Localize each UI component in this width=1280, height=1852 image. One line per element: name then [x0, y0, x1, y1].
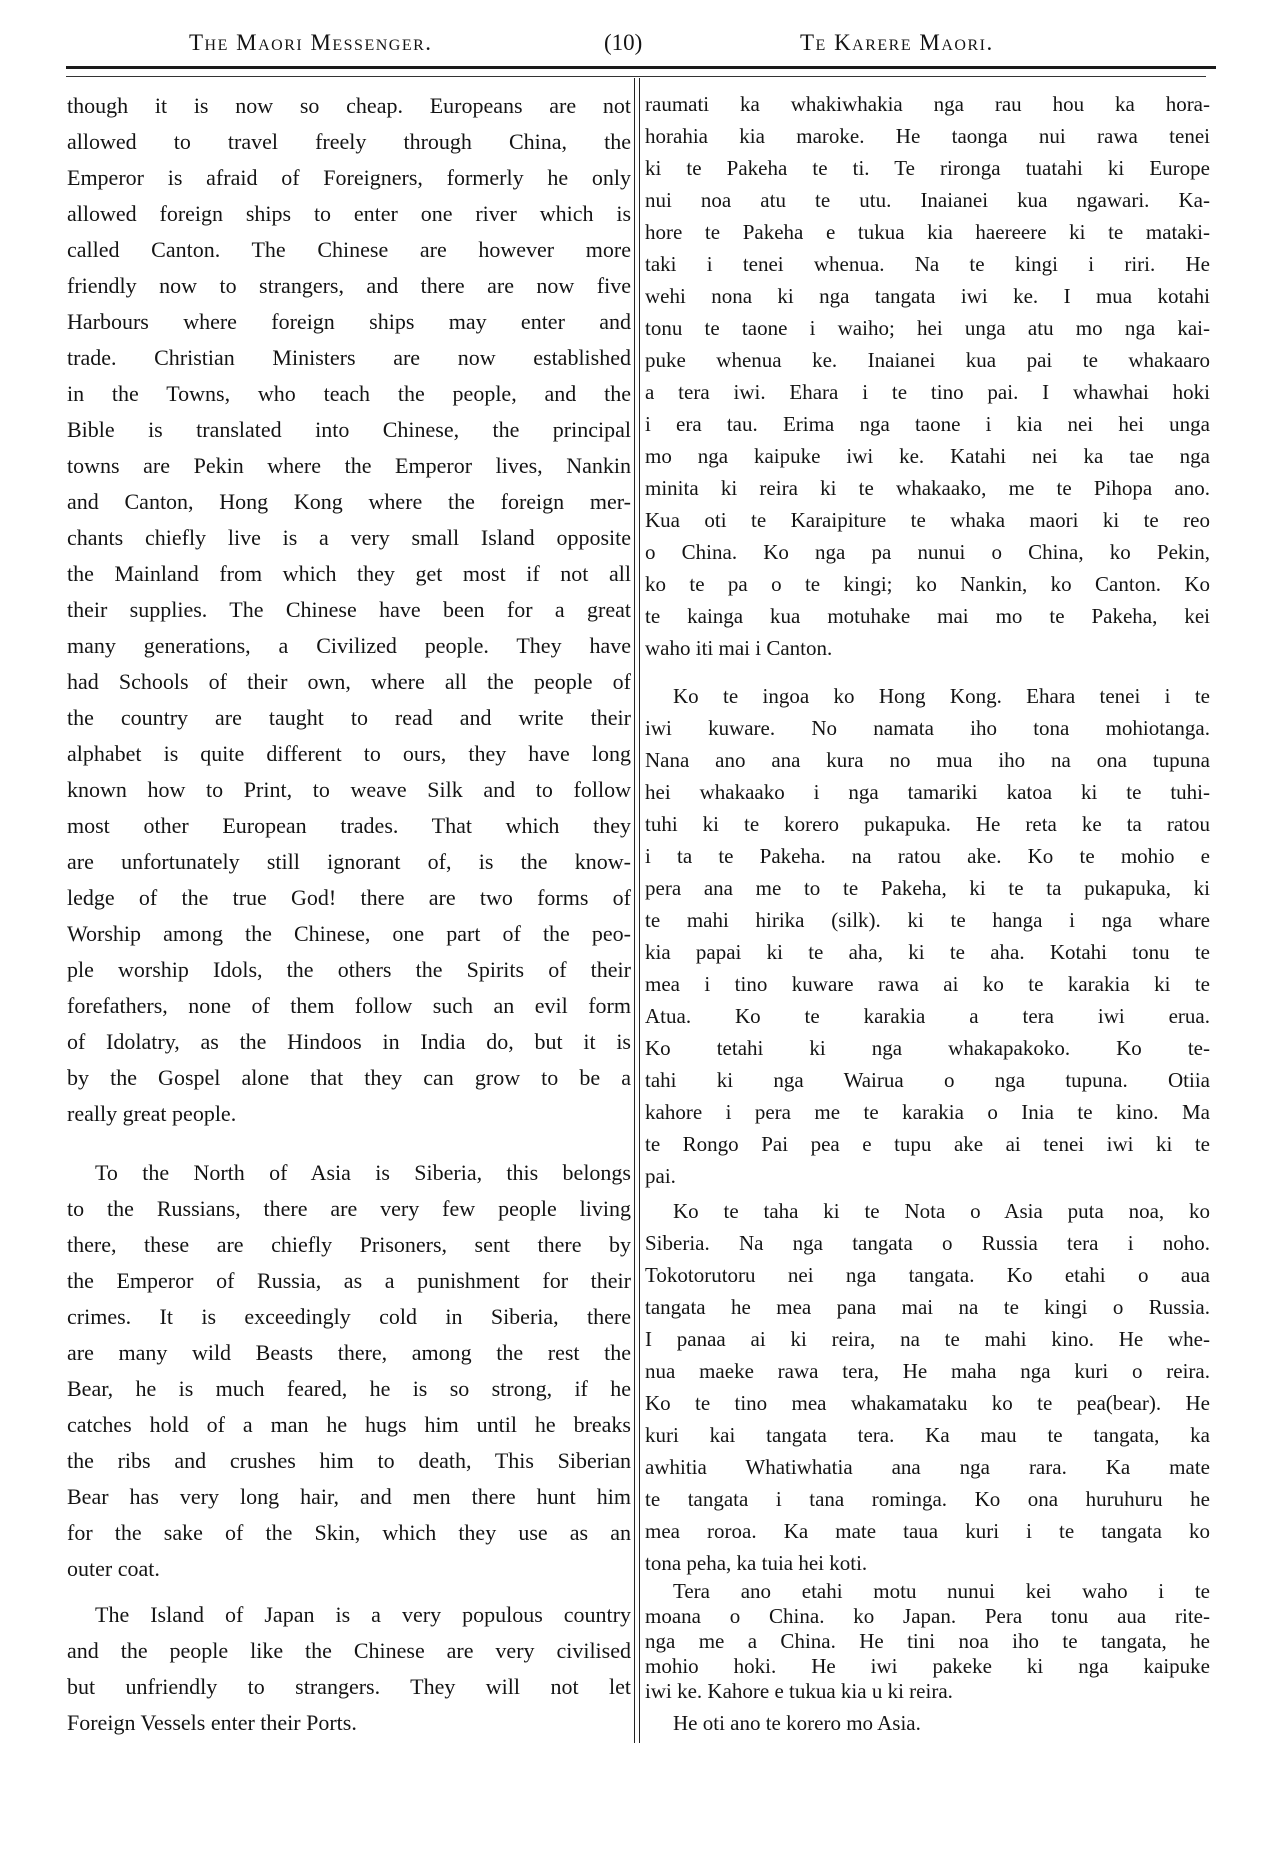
masthead-english-title: The Maori Messenger. — [189, 30, 433, 55]
text-line: in the Towns, who teach the people, and the — [67, 381, 631, 406]
text-line: o China. Ko nga pa nunui o China, ko Pekin, — [645, 540, 1210, 564]
text-line: Foreign Vessels enter their Ports. — [67, 1710, 357, 1735]
text-line: iwi kuware. No namata iho tona mohiotanga. — [645, 716, 1210, 740]
text-line: I panaa ai ki reira, na te mahi kino. He whe- — [645, 1327, 1210, 1351]
text-line: ledge of the true God! there are two forms of — [67, 885, 631, 910]
paragraph — [645, 88, 1210, 664]
text-line: forefathers, none of them follow such an evil form — [67, 993, 631, 1018]
column-divider — [639, 78, 640, 1743]
text-line: most other European trades. That which they — [67, 813, 631, 838]
text-line: pai. — [645, 1164, 676, 1188]
column-divider — [634, 78, 635, 1743]
text-line: had Schools of their own, where all the people of — [67, 669, 631, 694]
paragraph — [645, 1707, 1210, 1739]
text-line: Ko te taha ki te Nota o Asia puta noa, ko — [673, 1199, 1210, 1223]
text-line: kia papai ki te aha, ki te aha. Kotahi tonu te — [645, 940, 1210, 964]
text-line: kuri kai tangata tera. Ka mau te tangata, ka — [645, 1423, 1210, 1447]
text-line: Bear has very long hair, and men there hunt him — [67, 1484, 631, 1509]
text-line: to the Russians, there are very few people living — [67, 1196, 631, 1221]
text-line: tahi ki nga Wairua o nga tupuna. Otiia — [645, 1068, 1210, 1092]
text-line: are unfortunately still ignorant of, is the know- — [67, 849, 631, 874]
text-line: hei whakaako i nga tamariki katoa ki te tuhi- — [645, 780, 1210, 804]
text-line: Atua. Ko te karakia a tera iwi erua. — [645, 1004, 1210, 1028]
paragraph — [645, 1195, 1210, 1579]
text-line: nua maeke rawa tera, He maha nga kuri o reira. — [645, 1359, 1210, 1383]
text-line: mohio hoki. He iwi pakeke ki nga kaipuke — [645, 1654, 1210, 1678]
text-line: friendly now to strangers, and there are now five — [67, 273, 631, 298]
text-line: by the Gospel alone that they can grow to be a — [67, 1065, 631, 1090]
text-line: te tangata i tana rominga. Ko ona huruhuru he — [645, 1487, 1210, 1511]
text-line: te kainga kua motuhake mai mo te Pakeha, kei — [645, 604, 1210, 628]
text-line: many generations, a Civilized people. They have — [67, 633, 631, 658]
paragraph — [645, 1579, 1210, 1704]
text-line: Emperor is afraid of Foreigners, formerly he only — [67, 165, 631, 190]
text-line: hore te Pakeha e tukua kia haereere ki te mataki- — [645, 220, 1210, 244]
text-line: ple worship Idols, the others the Spirits of their — [67, 957, 631, 982]
text-line: pera ana me to te Pakeha, ki te ta pukapuka, ki — [645, 876, 1210, 900]
text-line: chants chiefly live is a very small Island opposite — [67, 525, 631, 550]
text-line: awhitia Whatiwhatia ana nga rara. Ka mate — [645, 1455, 1210, 1479]
text-line: a tera iwi. Ehara i te tino pai. I whawhai hoki — [645, 380, 1210, 404]
text-line: mea roroa. Ka mate taua kuri i te tangata ko — [645, 1519, 1210, 1543]
text-line: Tera ano etahi motu nunui kei waho i te — [673, 1579, 1210, 1603]
text-line: taki i tenei whenua. Na te kingi i riri. He — [645, 252, 1210, 276]
text-line: but unfriendly to strangers. They will not let — [67, 1674, 631, 1699]
text-line: The Island of Japan is a very populous country — [95, 1602, 631, 1627]
text-line: puke whenua ke. Inaianei kua pai te whakaaro — [645, 348, 1210, 372]
text-line: allowed to travel freely through China, the — [67, 129, 631, 154]
text-line: their supplies. The Chinese have been for a great — [67, 597, 631, 622]
text-line: wehi nona ki nga tangata iwi ke. I mua kotahi — [645, 284, 1210, 308]
english-column — [67, 88, 631, 1741]
text-line: crimes. It is exceedingly cold in Siberia, there — [67, 1304, 631, 1329]
text-line: horahia kia maroke. He taonga nui rawa tenei — [645, 124, 1210, 148]
text-line: raumati ka whakiwhakia nga rau hou ka hora- — [645, 92, 1210, 116]
text-line: for the sake of the Skin, which they use as an — [67, 1520, 631, 1545]
text-line: minita ki reira ki te whakaako, me te Pihopa ano. — [645, 476, 1210, 500]
text-line: Ko tetahi ki nga whakapakoko. Ko te- — [645, 1036, 1210, 1060]
text-line: te Rongo Pai pea e tupu ake ai tenei iwi ki te — [645, 1132, 1210, 1156]
masthead-maori-title: Te Karere Maori. — [800, 30, 994, 55]
text-line: Bible is translated into Chinese, the principal — [67, 417, 631, 442]
paragraph — [645, 680, 1210, 1192]
text-line: Ko te ingoa ko Hong Kong. Ehara tenei i te — [673, 684, 1210, 708]
text-line: are many wild Beasts there, among the rest the — [67, 1340, 631, 1365]
text-line: iwi ke. Kahore e tukua kia u ki reira. — [645, 1679, 953, 1703]
text-line: and the people like the Chinese are very civilised — [67, 1638, 631, 1663]
text-line: tonu te taone i waiho; hei unga atu mo nga kai- — [645, 316, 1210, 340]
text-line: of Idolatry, as the Hindoos in India do, but it is — [67, 1029, 631, 1054]
page-number: (10) — [604, 30, 643, 55]
text-line: and Canton, Hong Kong where the foreign mer- — [67, 489, 631, 514]
paragraph — [67, 1597, 631, 1741]
text-line: mea i tino kuware rawa ai ko te karakia ki te — [645, 972, 1210, 996]
text-line: Tokotorutoru nei nga tangata. Ko etahi o aua — [645, 1263, 1210, 1287]
paragraph — [67, 1155, 631, 1587]
text-line: tona peha, ka tuia hei koti. — [645, 1551, 868, 1575]
text-line: moana o China. ko Japan. Pera tonu aua rite- — [645, 1604, 1210, 1628]
text-line: nga me a China. He tini noa iho te tangata, he — [645, 1629, 1210, 1653]
maori-column — [645, 88, 1210, 1739]
text-line: Nana ano ana kura no mua iho na ona tupuna — [645, 748, 1210, 772]
header-rule-thin — [66, 76, 1206, 77]
text-line: Harbours where foreign ships may enter and — [67, 309, 631, 334]
text-line: i ta te Pakeha. na ratou ake. Ko te mohio e — [645, 844, 1210, 868]
text-line: Worship among the Chinese, one part of the peo- — [67, 921, 631, 946]
text-line: the country are taught to read and write their — [67, 705, 631, 730]
text-line: He oti ano te korero mo Asia. — [673, 1711, 921, 1735]
text-line: trade. Christian Ministers are now established — [67, 345, 631, 370]
text-line: i era tau. Erima nga taone i kia nei hei unga — [645, 412, 1210, 436]
text-line: kahore i pera me te karakia o Inia te kino. Ma — [645, 1100, 1210, 1124]
text-line: the Emperor of Russia, as a punishment for their — [67, 1268, 631, 1293]
text-line: mo nga kaipuke iwi ke. Katahi nei ka tae nga — [645, 444, 1210, 468]
text-line: ko te pa o te kingi; ko Nankin, ko Canton. Ko — [645, 572, 1210, 596]
text-line: there, these are chiefly Prisoners, sent there by — [67, 1232, 631, 1257]
text-line: te mahi hirika (silk). ki te hanga i nga whare — [645, 908, 1210, 932]
text-line: Kua oti te Karaipiture te whaka maori ki te reo — [645, 508, 1210, 532]
text-line: though it is now so cheap. Europeans are not — [67, 93, 631, 118]
text-line: nui noa atu te utu. Inaianei kua ngawari. Ka- — [645, 188, 1210, 212]
paragraph — [67, 88, 631, 1132]
text-line: Ko te tino mea whakamataku ko te pea(bear). He — [645, 1391, 1210, 1415]
text-line: allowed foreign ships to enter one river which is — [67, 201, 631, 226]
text-line: catches hold of a man he hugs him until he breaks — [67, 1412, 631, 1437]
text-line: To the North of Asia is Siberia, this belongs — [95, 1160, 631, 1185]
header-rule-thick — [66, 66, 1216, 69]
text-line: Bear, he is much feared, he is so strong, if he — [67, 1376, 631, 1401]
text-line: known how to Print, to weave Silk and to follow — [67, 777, 631, 802]
text-line: called Canton. The Chinese are however more — [67, 237, 631, 262]
text-line: alphabet is quite different to ours, they have long — [67, 741, 631, 766]
text-line: ki te Pakeha te ti. Te rironga tuatahi ki Europe — [645, 156, 1210, 180]
text-line: waho iti mai i Canton. — [645, 636, 833, 660]
text-line: the ribs and crushes him to death, This Siberian — [67, 1448, 631, 1473]
text-line: the Mainland from which they get most if not all — [67, 561, 631, 586]
text-line: towns are Pekin where the Emperor lives, Nankin — [67, 453, 631, 478]
text-line: Siberia. Na nga tangata o Russia tera i noho. — [645, 1231, 1210, 1255]
text-line: outer coat. — [67, 1556, 160, 1581]
text-line: tangata he mea pana mai na te kingi o Russia. — [645, 1295, 1210, 1319]
text-line: tuhi ki te korero pukapuka. He reta ke ta ratou — [645, 812, 1210, 836]
text-line: really great people. — [67, 1101, 237, 1126]
